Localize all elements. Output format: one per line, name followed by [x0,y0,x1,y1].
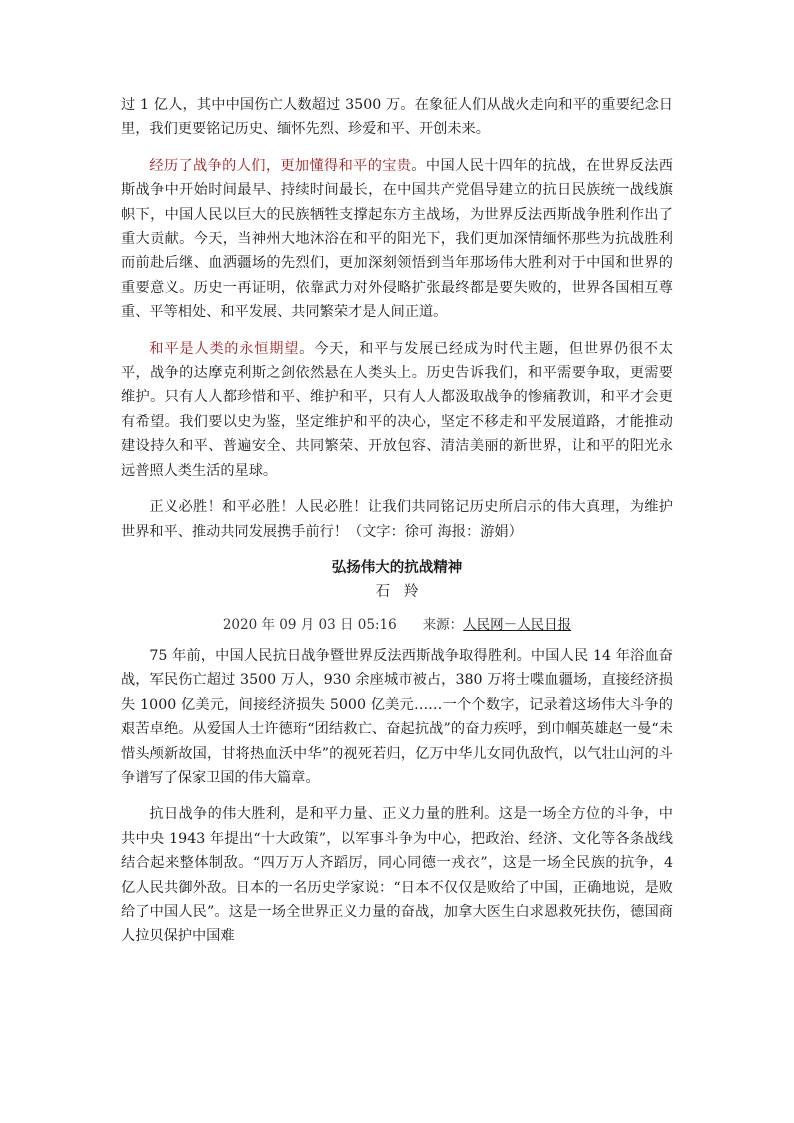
article-author: 石 羚 [375,583,419,600]
paragraph [121,337,673,483]
highlight-text: 和平是人类的永恒期望 [149,340,300,357]
paragraph-text: 。今天，和平与发展已经成为时代主题，但世界仍很不太平，战争的达摩克利斯之剑依然悬在人类头上。历史告诉我们，和平需要争取，更需要维护。只有人人都珍惜和平、维护和平，只有人人都汲取战争的惨痛教训，和平才会更有希望。我们要以史为鉴，坚定维护和平的决心，坚定不移走和平发展道路，才能推动建设持久和平、普遍安全、共同繁荣、开放包容、清洁美丽的新世界，让和平的阳光永远普照人类生活的星球。 [121,340,673,479]
highlight-text: 经历了战争的人们，更加懂得和平的宝贵 [149,157,412,174]
document-page [121,93,673,949]
paragraph-text: 。中国人民十四年的抗战，在世界反法西斯战争中开始时间最早、持续时间最长，在中国共产党倡导建立的抗日民族统一战线旗帜下，中国人民以巨大的民族牺牲支撑起东方主战场，为世界反法西斯战争胜利作出了重大贡献。今天，当神州大地沐浴在和平的阳光下，我们更加深情缅怀那些为抗战胜利而前赴后继、血洒疆场的先烈们，更加深刻领悟到当年那场伟大胜利对于中国和世界的重要意义。历史一再证明，依靠武力对外侵略扩张最终都是要失败的，世界各国相互尊重、平等相处、和平发展、共同繁荣才是人间正道。 [121,157,673,321]
paragraph [121,154,673,325]
paragraph: 正义必胜！和平必胜！人民必胜！让我们共同铭记历史所启示的伟大真理，为维护世界和平、推动共同发展携手前行！（文字：徐可 海报：游娟） [121,499,673,540]
source-label: 来源： [422,616,464,633]
paragraph: 抗日战争的伟大胜利，是和平力量、正义力量的胜利。这是一场全方位的斗争，中共中央 1943 年提出“十大政策”，以军事斗争为中心，把政治、经济、文化等各条战线结合起来整体制敌。“四万万人齐蹈厉，同心同德一戎衣”，这是一场全民族的抗争，4 亿人民共御外敌。日本的一名历史学家说：“日本不仅仅是败给了中国，正确地说，是败给了中国人民”。这是一场全世界正义力量的奋战，加拿大医生白求恩救死扶伤，德国商人拉贝保护中国难 [121,806,673,945]
source-link[interactable]: 人民网－人民日报 [463,616,572,633]
paragraph: 75 年前，中国人民抗日战争暨世界反法西斯战争取得胜利。中国人民 14 年浴血奋战，军民伤亡超过 3500 万人，930 余座城市被占，380 万将士喋血疆场，直接经济损失 1000 亿美元，间接经济损失 5000 亿美元……一个个数字，记录着这场伟大斗争的艰苦卓绝。从爱国人士许德珩“团结救亡、奋起抗战”的奋力疾呼，到巾帼英雄赵一曼“未惜头颅新故国，甘将热血沃中华”的视死若归，亿万中华儿女同仇敌忾，以气壮山河的斗争谱写了保家卫国的伟大篇章。 [121,647,673,786]
publish-date: 2020 年 09 月 03 日 05:16 [222,616,397,633]
paragraph: 过 1 亿人，其中中国伤亡人数超过 3500 万。在象征人们从战火走向和平的重要纪念日里，我们更要铭记历史、缅怀先烈、珍爱和平、开创未来。 [121,97,673,138]
article-meta [121,614,673,636]
article-title: 弘扬伟大的抗战精神 [331,558,463,576]
